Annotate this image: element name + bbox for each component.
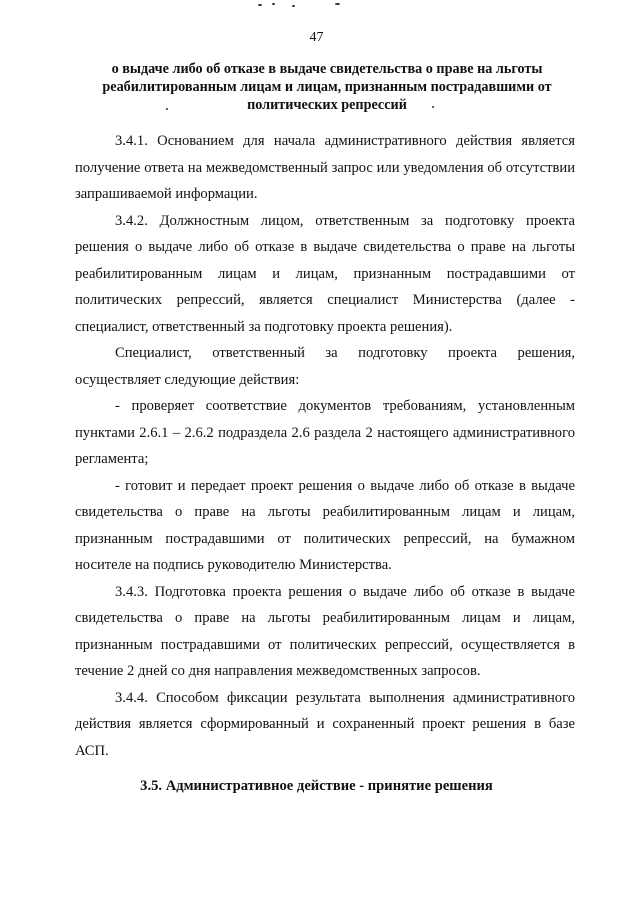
page-number: 47	[309, 30, 324, 45]
paragraph: 3.4.2. Должностным лицом, ответственным за подготовку проекта решения о выдаче либо об отказе в выдаче свидетельства о праве на льготы реабилитированным лицам и лицам, признанным пострадавшими от политических репрессий, является специалист Министерства (далее - специалист, ответственный за подготовку проекта решения).	[75, 212, 575, 335]
paragraph: - проверяет соответствие документов требованиям, установленным пунктами 2.6.1 – 2.6.2 подраздела 2.6 раздела 2 настоящего административного регламента;	[75, 398, 575, 467]
document-body	[75, 128, 575, 764]
scan-noise-dot	[335, 3, 340, 5]
scan-noise-dot	[292, 5, 295, 7]
paragraph: 3.4.4. Способом фиксации результата выполнения административного действия является сформированный и сохраненный проект решения в базе АСП.	[75, 689, 575, 759]
title-line: политических репрессий	[247, 97, 407, 113]
paragraph: Специалист, ответственный за подготовку проекта решения, осуществляет следующие действия:	[75, 345, 575, 388]
paragraph: 3.4.1. Основанием для начала административного действия является получение ответа на межведомственный запрос или уведомления об отсутствии запрашиваемой информации.	[75, 133, 575, 202]
section-heading: 3.5. Административное действие - принятие решения	[140, 778, 493, 794]
scan-noise-dot	[258, 4, 262, 6]
paragraph: - готовит и передает проект решения о выдаче либо об отказе в выдаче свидетельства о праве на льготы реабилитированным лицам и лицам, признанным пострадавшими от политических репрессий, на бумажном носителе на подпись руководителю Министерства.	[75, 477, 575, 573]
paragraph: 3.4.3. Подготовка проекта решения о выдаче либо об отказе в выдаче свидетельства о праве на льготы реабилитированным лицам и лицам, признанным пострадавшими от политических репрессий, осуществляется в течение 2 дней со дня направления межведомственных запросов.	[75, 583, 575, 679]
document-title	[80, 60, 574, 114]
title-line: реабилитированным лицам и лицам, признанным пострадавшими от	[102, 79, 552, 95]
title-line: о выдаче либо об отказе в выдаче свидетельства о праве на льготы	[111, 61, 543, 77]
scan-noise-dot	[272, 3, 275, 5]
